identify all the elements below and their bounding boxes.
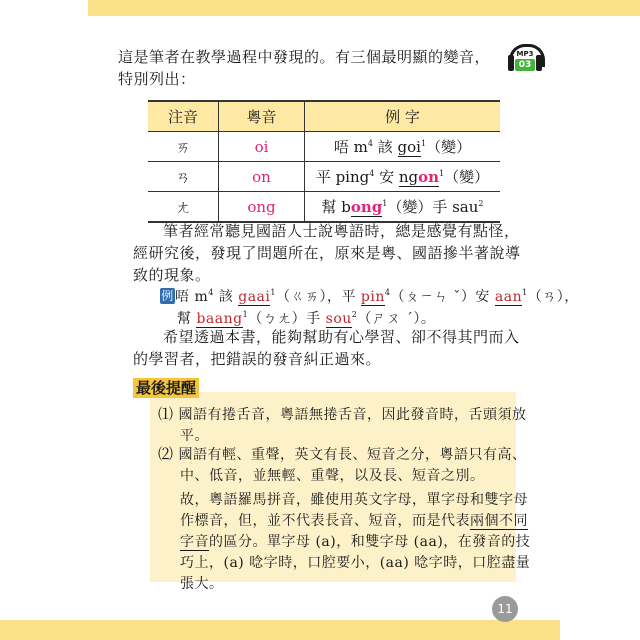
page-number: 11: [492, 596, 518, 622]
reminder-title: 最後提醒: [133, 378, 199, 398]
reminder-item-1: ⑴ 國語有捲舌音，粵語無捲舌音，因此發音時，舌頭須放 平。: [158, 405, 527, 444]
jyutping-cell: on: [219, 162, 305, 192]
jyutping-cell: ong: [219, 192, 305, 223]
headphone-left-ear: [508, 55, 514, 71]
table-header-row: [148, 101, 500, 132]
example-line-2: 幫 baang$^1$（ㄅㄤ）手 sou$^2$（ㄕㄡ ˊ）。: [177, 310, 436, 327]
audio-label: MP3: [516, 50, 534, 58]
top-color-bar: [88, 0, 640, 16]
item-number: ⑵: [158, 445, 174, 463]
observation-line-2: 經研究後，發現了問題所在，原來是粵、國語摻半著說導: [133, 244, 521, 262]
zhuyin-cell: ㄢ: [148, 162, 219, 192]
item-number: ⑴: [158, 405, 174, 423]
hope-paragraph: [133, 326, 520, 370]
example-icon: 例: [161, 289, 174, 303]
observation-paragraph: [133, 220, 521, 286]
intro-line-2: 特別列出：: [118, 70, 196, 88]
table-row: [148, 132, 500, 162]
headphone-right-ear: [536, 55, 542, 71]
intro-paragraph: [118, 46, 490, 90]
table-row: [148, 192, 500, 223]
table-row: [148, 162, 500, 192]
header-example: 例 字: [305, 101, 501, 132]
example-cell: 幫 bong$^1$（變）手 sau$^2$: [305, 192, 501, 223]
header-zhuyin: 注音: [148, 101, 219, 132]
bottom-color-bar: [0, 620, 560, 640]
observation-line-1: 筆者經常聽見國語人士說粵語時，總是感覺有點怪，: [163, 222, 520, 240]
reminder-item-2: ⑵ 國語有輕、重聲，英文有長、短音之分，粵語只有高、 中、低音，並無輕、重聲，以及長、短音之別。 故，粵語羅馬拼音，雖使用英文字母，單字母和雙字母 作標音，但，並不代表長音、短音，而是代表兩個不同 字音的區分。單字母 (a)，和雙字母 (aa)，在發音的技 巧上，(a) 唸字時，口腔要小，(aa) 唸字時，口腔盡量 張大。: [158, 445, 531, 592]
example-line-1: 例唔 $m^4$ 該 gaai$^1$（ㄍㄞ），平 pin$^4$（ㄆㄧㄣ ˇ）安 aan$^1$（ㄢ），: [161, 288, 579, 305]
example-cell: 唔 $m^4$ 該 goi$^1$（變）: [305, 132, 501, 162]
zhuyin-cell: ㄤ: [148, 192, 219, 223]
example-cell: 平 ping$^4$ 安 ngon$^1$（變）: [305, 162, 501, 192]
hope-line-2: 的學習者，把錯誤的發音糾正過來。: [133, 350, 382, 368]
observation-line-3: 致的現象。: [133, 266, 211, 284]
vowel-change-table: [148, 100, 500, 223]
jyutping-cell: oi: [219, 132, 305, 162]
example-block: [160, 286, 579, 330]
header-cantonese: 粵音: [219, 101, 305, 132]
intro-line-1: 這是筆者在教學過程中發現的。有三個最明顯的變音，: [118, 48, 491, 66]
hope-line-1: 希望透過本書，能夠幫助有心學習、卻不得其門而入: [163, 328, 520, 346]
audio-track-number: 03: [515, 59, 535, 71]
zhuyin-cell: ㄞ: [148, 132, 219, 162]
audio-track-icon[interactable]: [508, 42, 542, 76]
